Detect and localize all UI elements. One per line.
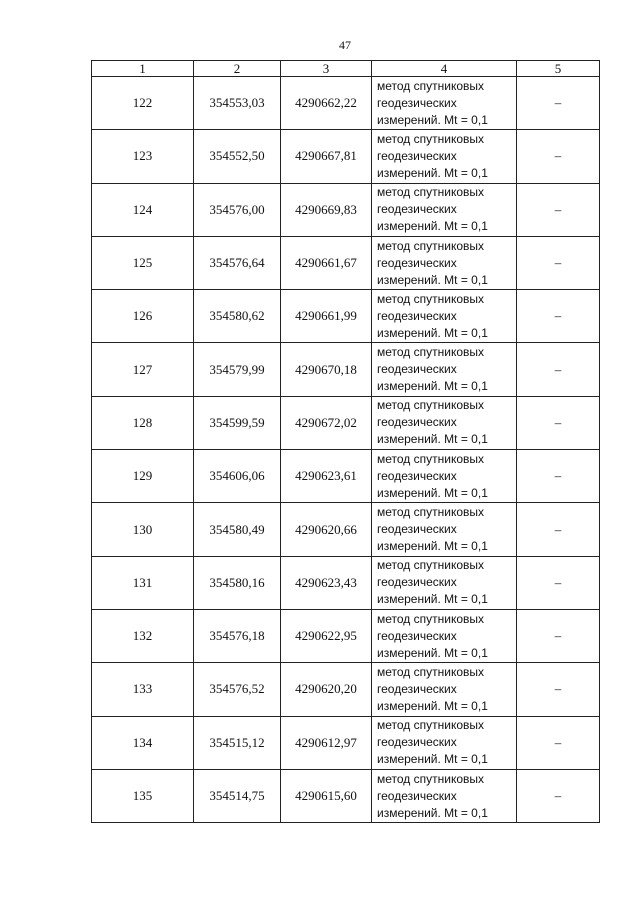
method-line: геодезических <box>377 415 457 430</box>
column-header-5: 5 <box>517 61 600 77</box>
y-coordinate-cell: 4290620,66 <box>281 503 372 556</box>
method-line: метод спутниковых <box>377 451 485 466</box>
y-coordinate-cell: 4290622,95 <box>281 609 372 662</box>
method-line: геодезических <box>377 628 457 643</box>
note-cell: – <box>517 290 600 343</box>
method-line: метод спутниковых <box>377 78 485 93</box>
header-row <box>92 61 600 77</box>
method-cell <box>372 450 517 503</box>
point-number-cell: 123 <box>92 130 194 183</box>
method-line: метод спутниковых <box>377 611 485 626</box>
method-cell <box>372 290 517 343</box>
point-number-cell: 124 <box>92 183 194 236</box>
note-cell: – <box>517 343 600 396</box>
table-row <box>92 769 600 822</box>
point-number-cell: 126 <box>92 290 194 343</box>
table-row <box>92 609 600 662</box>
column-header-3: 3 <box>281 61 372 77</box>
x-coordinate-cell: 354606,06 <box>194 450 281 503</box>
method-cell <box>372 130 517 183</box>
y-coordinate-cell: 4290670,18 <box>281 343 372 396</box>
table-row <box>92 450 600 503</box>
method-line: геодезических <box>377 95 457 110</box>
method-line: измерений. Mt = 0,1 <box>377 752 488 767</box>
table-row <box>92 503 600 556</box>
column-header-2: 2 <box>194 61 281 77</box>
note-cell: – <box>517 450 600 503</box>
note-cell: – <box>517 503 600 556</box>
x-coordinate-cell: 354515,12 <box>194 716 281 769</box>
method-line: геодезических <box>377 735 457 750</box>
method-line: метод спутниковых <box>377 131 485 146</box>
method-line: геодезических <box>377 202 457 217</box>
point-number-cell: 129 <box>92 450 194 503</box>
method-cell <box>372 769 517 822</box>
point-number-cell: 122 <box>92 77 194 130</box>
method-line: измерений. Mt = 0,1 <box>377 219 488 234</box>
method-line: измерений. Mt = 0,1 <box>377 165 488 180</box>
point-number-cell: 128 <box>92 396 194 449</box>
x-coordinate-cell: 354576,00 <box>194 183 281 236</box>
note-cell: – <box>517 769 600 822</box>
table-row <box>92 77 600 130</box>
x-coordinate-cell: 354580,49 <box>194 503 281 556</box>
x-coordinate-cell: 354579,99 <box>194 343 281 396</box>
table-row <box>92 343 600 396</box>
x-coordinate-cell: 354576,52 <box>194 663 281 716</box>
method-cell <box>372 609 517 662</box>
method-line: метод спутниковых <box>377 291 485 306</box>
method-line: измерений. Mt = 0,1 <box>377 272 488 287</box>
method-line: геодезических <box>377 681 457 696</box>
method-line: измерений. Mt = 0,1 <box>377 645 488 660</box>
x-coordinate-cell: 354599,59 <box>194 396 281 449</box>
note-cell: – <box>517 663 600 716</box>
method-line: метод спутниковых <box>377 558 485 573</box>
method-line: геодезических <box>377 468 457 483</box>
point-number-cell: 131 <box>92 556 194 609</box>
method-line: измерений. Mt = 0,1 <box>377 432 488 447</box>
method-cell <box>372 396 517 449</box>
table-row <box>92 290 600 343</box>
table-row <box>92 396 600 449</box>
point-number-cell: 132 <box>92 609 194 662</box>
method-line: измерений. Mt = 0,1 <box>377 112 488 127</box>
table-row <box>92 130 600 183</box>
method-line: геодезических <box>377 788 457 803</box>
y-coordinate-cell: 4290661,99 <box>281 290 372 343</box>
table-body <box>92 77 600 823</box>
method-line: геодезических <box>377 522 457 537</box>
y-coordinate-cell: 4290662,22 <box>281 77 372 130</box>
y-coordinate-cell: 4290620,20 <box>281 663 372 716</box>
y-coordinate-cell: 4290667,81 <box>281 130 372 183</box>
method-cell <box>372 716 517 769</box>
y-coordinate-cell: 4290669,83 <box>281 183 372 236</box>
method-cell <box>372 236 517 289</box>
x-coordinate-cell: 354580,62 <box>194 290 281 343</box>
method-line: метод спутниковых <box>377 505 485 520</box>
method-cell <box>372 183 517 236</box>
table-row <box>92 183 600 236</box>
method-line: измерений. Mt = 0,1 <box>377 539 488 554</box>
method-line: метод спутниковых <box>377 185 485 200</box>
note-cell: – <box>517 556 600 609</box>
x-coordinate-cell: 354576,18 <box>194 609 281 662</box>
page-number: 47 <box>339 38 351 52</box>
x-coordinate-cell: 354552,50 <box>194 130 281 183</box>
x-coordinate-cell: 354580,16 <box>194 556 281 609</box>
point-number-cell: 127 <box>92 343 194 396</box>
table-row <box>92 663 600 716</box>
method-line: измерений. Mt = 0,1 <box>377 379 488 394</box>
point-number-cell: 130 <box>92 503 194 556</box>
note-cell: – <box>517 609 600 662</box>
method-line: геодезических <box>377 255 457 270</box>
method-line: геодезических <box>377 148 457 163</box>
note-cell: – <box>517 236 600 289</box>
y-coordinate-cell: 4290661,67 <box>281 236 372 289</box>
point-number-cell: 125 <box>92 236 194 289</box>
coordinates-table <box>91 60 600 823</box>
note-cell: – <box>517 77 600 130</box>
column-header-4: 4 <box>372 61 517 77</box>
note-cell: – <box>517 183 600 236</box>
method-line: измерений. Mt = 0,1 <box>377 805 488 820</box>
method-line: метод спутниковых <box>377 398 485 413</box>
method-line: геодезических <box>377 575 457 590</box>
method-cell <box>372 77 517 130</box>
note-cell: – <box>517 396 600 449</box>
method-line: метод спутниковых <box>377 718 485 733</box>
point-number-cell: 134 <box>92 716 194 769</box>
method-line: метод спутниковых <box>377 664 485 679</box>
column-header-1: 1 <box>92 61 194 77</box>
table-row <box>92 236 600 289</box>
method-cell <box>372 663 517 716</box>
y-coordinate-cell: 4290623,43 <box>281 556 372 609</box>
table-row <box>92 716 600 769</box>
note-cell: – <box>517 716 600 769</box>
table-row <box>92 556 600 609</box>
method-line: метод спутниковых <box>377 238 485 253</box>
y-coordinate-cell: 4290615,60 <box>281 769 372 822</box>
note-cell: – <box>517 130 600 183</box>
method-cell <box>372 556 517 609</box>
method-line: измерений. Mt = 0,1 <box>377 592 488 607</box>
x-coordinate-cell: 354576,64 <box>194 236 281 289</box>
x-coordinate-cell: 354514,75 <box>194 769 281 822</box>
method-cell <box>372 343 517 396</box>
y-coordinate-cell: 4290612,97 <box>281 716 372 769</box>
point-number-cell: 135 <box>92 769 194 822</box>
method-line: геодезических <box>377 362 457 377</box>
method-line: метод спутниковых <box>377 345 485 360</box>
method-line: измерений. Mt = 0,1 <box>377 698 488 713</box>
method-line: измерений. Mt = 0,1 <box>377 485 488 500</box>
point-number-cell: 133 <box>92 663 194 716</box>
method-line: измерений. Mt = 0,1 <box>377 325 488 340</box>
y-coordinate-cell: 4290672,02 <box>281 396 372 449</box>
method-line: геодезических <box>377 308 457 323</box>
y-coordinate-cell: 4290623,61 <box>281 450 372 503</box>
x-coordinate-cell: 354553,03 <box>194 77 281 130</box>
method-line: метод спутниковых <box>377 771 485 786</box>
method-cell <box>372 503 517 556</box>
